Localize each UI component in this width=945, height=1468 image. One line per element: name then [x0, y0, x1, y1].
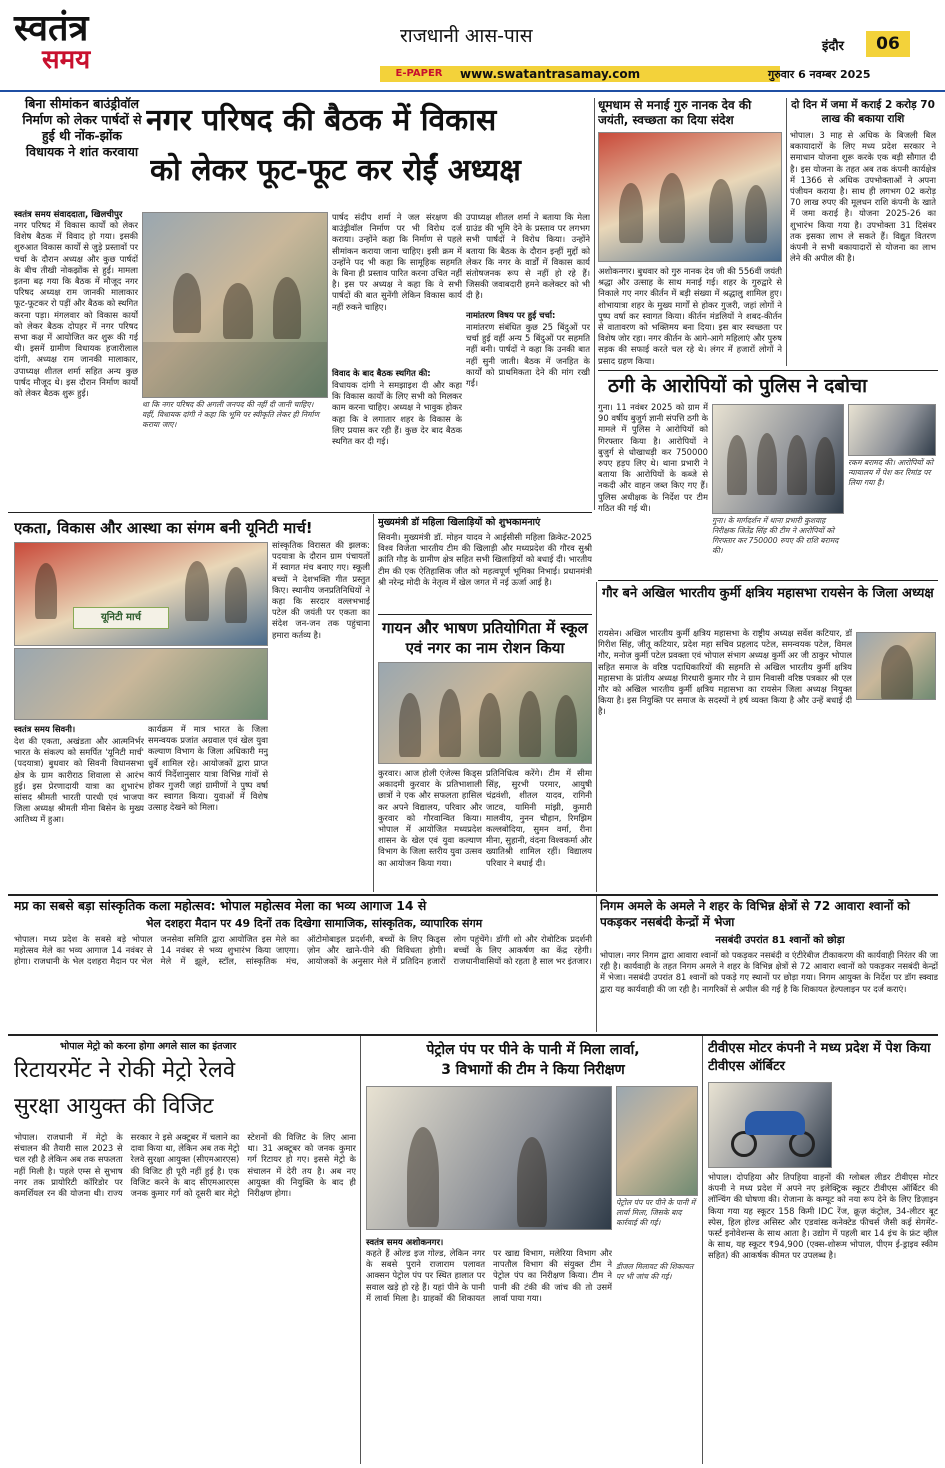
story1-kicker-box — [22, 96, 142, 204]
story6-headline: एकता, विकास और आस्था का संगम बनी यूनिटी मार्च! — [14, 519, 313, 537]
story5-body: रायसेन। अखिल भारतीय कुर्मी क्षत्रिय महासभा के राष्ट्रीय अध्यक्ष सर्वेश कटियार, डॉ गिरीश सिंह, जीतू कटियार, प्रदेश महा सचिव प्रहलाद पटेल, समन्वयक पटेल, विमल गौर, मनोज कुर्मी पटेल प्रवक्ता एवं भोपाल संभाग अध्यक्ष कुर्मी अर जी ठाकुर भोपाल सहित समाज के वरिष्ठ पदाधिकारियों की सहमति से अखिल भारतीय कुर्मी क्षत्रिय महासभा के प्रांतीय अध्यक्ष गिरधारी कुमार गौर ने ग्राम निवासी वरिष्ठ पत्रकार श्री एल गौर को अखिल भारतीय कुर्मी क्षत्रिय महासभा का रायसेन जिला अध्यक्ष नियुक्त किया है। इस नियुक्ति पर समाज के सदस्यों ने हर्ष व्यक्त किया है और उन्हें बधाई दी है। — [598, 628, 852, 717]
story7-body: सिवनी। मुख्यमंत्री डॉ. मोहन यादव ने आईसीसी महिला क्रिकेट-2025 विश्व विजेता भारतीय टीम की खिलाड़ी और मध्यप्रदेश की गौरव सुश्री क्रांति गौड़ के ग्रामीण क्षेत्र सहित सभी खिलाड़ियों को बधाई दी। भारतीय टीम की एक ऐतिहासिक जीत को महत्वपूर्ण भूमिका निभाई। प्रधानमंत्री श्री नरेन्द्र मोदी के नेतृत्व में खेल जगत में नई ऊर्जा आई है। — [378, 532, 592, 587]
story11-body: भोपाल। राजधानी में मेट्रो के संचालन की तैयारी साल 2023 से चल रही है लेकिन अब तक सफलता नहीं मिली है। पहले एम्स से सुभाष नगर तक प्रायोरिटी कॉरिडोर पर कमर्शियल रन की योजना थी। राज्य सरकार ने इसे अक्टूबर में चलाने का दावा किया था, लेकिन अब तक मेट्रो रेलवे सुरक्षा आयुक्त (सीएमआरएस) की विजिट ही पूरी नहीं हुई है। एक विजिट करने के बाद सीएमआरएस जनक कुमार गर्ग को दूसरी बार मेट्रो स्टेशनों की विजिट के लिए आना था। 31 अक्टूबर को जनक कुमार गर्ग रिटायर हो गए। इससे मेट्रो के संचालन में देरी तय है। अब नए आयुक्त की नियुक्ति के बाद ही निरीक्षण होगा। — [14, 1132, 356, 1199]
story1-col1: नगर परिषद में विकास कार्यों को लेकर विशेष बैठक में विवाद हो गया। इसकी शुरुआत विकास कार्यों से जुड़े प्रस्तावों पर चर्चा के दौरान अध्यक्ष और कुछ पार्षदों के बीच तीखी नोकझोंक से हुई। मामला इतना बढ़ गया कि बैठक में मौजूद नगर परिषद अध्यक्ष राम जानकी मालाकार फूट-फूटकर रो पड़ीं और बैठक को स्थगित करना पड़ा। मंगलवार को विकास कार्यों को लेकर बैठक दोपहर में नगर परिषद सभा कक्ष में आयोजित कर शुरू की गई थी। इसमें ग्रामीण विधायक हजारीलाल दांगी, अध्यक्ष राम जानकी मालाकार, उपाध्यक्ष शीतल शर्मा सहित अन्य कुछ पार्षद मौजूद थे। इस दौरान निर्माण कार्यों को लेकर बैठक शुरू हुई। — [14, 220, 138, 399]
rule-story11 — [8, 1034, 938, 1036]
story1-col3b: नामांतरण संबंधित कुछ 25 बिंदुओं पर चर्चा हुई वहीं अन्य 5 बिंदुओं पर सहमति नहीं बनी। पार्षदों ने कहा कि उनकी बात नहीं सुनी जाती। बैठक में जनहित के कार्यों को प्राथमिकता देने की मांग रखी गई। — [466, 322, 590, 389]
story4-caption-2: रकम बरामद की। आरोपियों को न्यायालय में पेश कर रिमांड पर लिया गया है। — [848, 458, 934, 487]
col-rule-7 — [702, 1036, 703, 1464]
rule-story4 — [598, 370, 938, 371]
story10-body: भोपाल। नगर निगम द्वारा आवारा श्वानों को पकड़कर नसबंदी व एंटीरेबीज टीकाकरण की कार्यवाही निरंतर की जा रही है। कार्यवाही के तहत निगम अमले ने शहर के विभिन्न क्षेत्रों से 72 आवारा श्वानों को पकड़कर नसबंदी केन्द्रों में भेजा। नसबंदी उपरांत 81 श्वानों को पकड़े गए स्थानों पर छोड़ा गया। निगम आयुक्त के निर्देश पर डॉग स्क्वाड द्वारा यह कार्यवाही की जा रही है। नागरिकों से अपील की गई है कि शिकायत हेल्पलाइन पर दर्ज कराएं। — [600, 950, 938, 994]
story1-col2-sub: विवाद के बाद बैठक स्थगित की: — [332, 368, 431, 378]
logo-bottom: समय — [42, 45, 91, 75]
story13-body: भोपाल। दोपहिया और तिपहिया वाहनों की ग्लोबल लीडर टीवीएस मोटर कंपनी ने मध्य प्रदेश में अपने नए इलेक्ट्रिक स्कूटर टीवीएस ऑर्बिटर की लॉन्चिंग की घोषणा की। रोजाना के कम्यूट को नया रूप देने के लिए डिज़ाइन किया गया यह स्कूटर 158 किमी IDC रेंज, क्रूज़ कंट्रोल, 34-लीटर बूट स्पेस, हिल होल्ड असिस्ट और एडवांस्ड कनेक्टेड फीचर्स जैसी कई सेगमेंट-फर्स्ट इनोवेशन्स के साथ आता है। उद्योग में पहली बार 14 इंच के फ्रंट व्हील के साथ, यह स्कूटर ₹94,900 (एक्स-शोरूम भोपाल, पीएम ई-ड्राइव स्कीम सहित) की आकर्षक कीमत पर उपलब्ध है। — [708, 1172, 938, 1261]
story12-dateline: स्वतंत्र समय अशोकनगर। — [366, 1238, 444, 1248]
story4-photo-small — [848, 404, 936, 456]
story11-headline-2: सुरक्षा आयुक्त की विजिट — [14, 1094, 214, 1119]
story1-col3: उपाध्यक्ष शीतल शर्मा ने बताया कि मेला ग्राउंड की भूमि देने के प्रस्ताव पर लगभग सभी पार्षदों ने विरोध किया। उन्होंने बताया कि बैठक के दौरान इन्हीं मुद्दों को लेकर कि नगर के वार्डों में विकास कार्य संतोषजनक रूप से नहीं हो रहे हैं। जिसकी जवाबदारी हमने कलेक्टर को भी दी है। — [466, 212, 590, 301]
rule-story6 — [8, 512, 592, 513]
col-rule-2 — [786, 98, 787, 366]
story1-headline-2: को लेकर फूट-फूट कर रोईं अध्यक्ष — [150, 153, 521, 188]
story12-caption-2: डीजल मिलावट की शिकायत पर भी जांच की गई। — [616, 1262, 694, 1281]
story8-body: कुरवार। आज होली एंजेल्स किड्स अकादमी कुरवार के प्रतिभाशाली छात्रों ने एक और सफलता हासिल कर अपने विद्यालय, परिवार और कुरवार को गौरवान्वित किया। भोपाल में आयोजित मध्यप्रदेश शासन के खेल एवं युवा कल्याण विभाग के जिला स्तरीय युवा उत्सव का आयोजन किया गया। — [378, 768, 482, 868]
story6-col1: देश की एकता, अखंडता और आत्मनिर्भर भारत के संकल्प को समर्पित 'यूनिटी मार्च' (पदयात्रा) बुधवार को सिवनी विधानसभा क्षेत्र के ग्राम कारीराठ शिवाला से आरंभ हुई। इस प्रेरणादायी यात्रा का शुभारंभ सांसद श्रीमती भारती पारधी एवं भाजपा जिला अध्यक्ष श्रीमती मीना बिसेन के मुख्य आतिथ्य में हुआ। — [14, 736, 144, 825]
story3-body: भोपाल। 3 माह से अधिक के बिजली बिल बकायादारों के लिए मध्य प्रदेश सरकार ने समाधान योजना शुरू करके एक बड़ी सौगात दी है। इस योजना के तहत अब तक कंपनी कार्यक्षेत्र में 1366 से अधिक उपभोक्ताओं ने अपना पंजीयन कराया है। साथ ही लगभग 02 करोड़ 70 लाख रुपए की मूलधन राशि कंपनी के खाते में जमा कराई है। योजना 2025-26 का शुभारंभ किया गया है। उपभोक्ता 31 दिसंबर तक इसका लाभ ले सकते हैं। विद्युत वितरण कंपनी ने सभी बकायादारों से योजना का लाभ लेने की अपील की है। — [790, 130, 936, 264]
story12-photo-2 — [616, 1086, 698, 1196]
story7-kicker: मुख्यमंत्री डॉ महिला खिलाड़ियों को शुभकामनाएं — [378, 517, 541, 528]
logo-top: स्वतंत्र — [14, 7, 89, 49]
logo — [14, 7, 134, 75]
story4-body: गुना। 11 नवंबर 2025 को ग्राम में 90 वर्षीय बुजुर्ग ज्ञानी संपत्ति ठगी के मामले में पुलिस ने आरोपियों को गिरफ्तार किया है। आरोपियों ने बुजुर्ग से धोखाधड़ी कर 750000 रुपए हड़प लिए थे। थाना प्रभारी ने बताया कि आरोपियों के कब्जे से नकदी और वाहन जब्त किए गए हैं। पुलिस अधीक्षक के निर्देश पर टीम गठित की गई थी। — [598, 402, 708, 513]
story12-photo — [366, 1086, 612, 1230]
story1-headline-1: नगर परिषद की बैठक में विकास — [146, 103, 497, 138]
story4-headline: ठगी के आरोपियों को पुलिस ने दबोचा — [608, 375, 868, 397]
col-rule-3 — [373, 514, 374, 892]
story10-subhead: नसबंदी उपरांत 81 श्वानों को छोड़ा — [715, 935, 845, 946]
story8-photo — [378, 662, 592, 764]
masthead-rule — [0, 90, 945, 92]
story6-col3: सांस्कृतिक विरासत की झलक: पदयात्रा के दौरान ग्राम पंचायतों में स्वागत मंच बनाए गए। स्कूली बच्चों ने देशभक्ति गीत प्रस्तुत किए। स्थानीय जनप्रतिनिधियों ने कहा कि सरदार वल्लभभाई पटेल की जयंती पर एकता का संदेश जन-जन तक पहुंचाना हमारा कर्तव्य है। — [272, 540, 370, 640]
page-number: 06 — [866, 31, 910, 57]
story9-headline: मप्र का सबसे बड़ा सांस्कृतिक कला महोत्सव: भोपाल महोत्सव मेला का भव्य आगाज 14 से — [14, 898, 427, 913]
story13-photo — [708, 1082, 832, 1168]
story1-dateline: स्वतंत्र समय संवाददाता, खिलचीपुर — [14, 210, 123, 220]
story2-photo — [598, 132, 782, 262]
story1-col3-sub: नामांतरण विषय पर हुई चर्चा: — [466, 310, 556, 320]
story2-headline: धूमधाम से मनाई गुरु नानक देव की जयंती, स्वच्छता का दिया संदेश — [598, 98, 752, 127]
story1-col2b: विधायक दांगी ने समझाइश दी और कहा कि विकास कार्यों के लिए सभी को मिलकर काम करना चाहिए। अध्यक्ष ने भावुक होकर कहा कि वे लगातार शहर के विकास के लिए प्रयास कर रही हैं। कुछ देर बाद बैठक स्थगित कर दी गई। — [332, 380, 462, 447]
story6-col2: कार्यक्रम में मात्र भारत के जिला समन्वयक प्रजांत अग्रवाल एवं खेल युवा कल्याण विभाग के जिला अधिकारी मनु धुर्वे शामिल रहे। आयोजकों द्वारा प्राप्त कार्य निर्देशानुसार यात्रा विभिन्न गांवों से होकर गुजरी जहां ग्रामीणों ने पुष्प वर्षा कर स्वागत किया। युवाओं में विशेष उत्साह देखने को मिला। — [148, 724, 268, 813]
story12-caption: पेट्रोल पंप पर पीने के पानी में लार्वा मिला, जिसके बाद कार्रवाई की गई। — [616, 1198, 696, 1227]
col-rule-6 — [360, 1036, 361, 1464]
masthead — [0, 0, 945, 98]
story1-photo-caption: था कि नगर परिषद की अगली जनपद की नहीं दी जानी चाहिए। वहीं, विधायक दांगी ने कहा कि भूमि पर स्वीकृति लेकर ही निर्माण कराया जाए। — [142, 400, 320, 429]
issue-date: गुरुवार 6 नवम्बर 2025 — [768, 68, 871, 81]
website-link[interactable]: www.swatantrasamay.com — [460, 67, 641, 81]
story12-headline-1: पेट्रोल पंप पर पीने के पानी में मिला लार्वा, — [426, 1042, 640, 1058]
epaper-label: E-PAPER — [386, 66, 452, 82]
story5-headline: गौर बने अखिल भारतीय कुर्मी क्षत्रिय महासभा रायसेन के जिला अध्यक्ष — [602, 586, 934, 601]
col-rule-1 — [594, 98, 595, 510]
story1-col2: पार्षद संदीप शर्मा ने जल संरक्षण की बाउंड्रीवॉल निर्माण पर भी विरोध दर्ज कराया। उन्होंने कहा कि निर्माण से पहले सीमांकन कराया जाना चाहिए। इसी क्रम में उन्होंने पद भी कहा कि सामूहिक सहमति के बिना ही प्रस्ताव पारित करना उचित नहीं है। इस पर अध्यक्ष ने कहा कि वे सभी पार्षदों की बात सुनेंगी लेकिन विकास कार्य नहीं रुकने चाहिए। — [332, 212, 462, 312]
story13-headline: टीवीएस मोटर कंपनी ने मध्य प्रदेश में पेश किया टीवीएस ऑर्बिटर — [708, 1041, 931, 1074]
story11-kicker: भोपाल मेट्रो को करना होगा अगले साल का इंतजार — [60, 1041, 237, 1052]
city-label: इंदौर — [822, 39, 844, 54]
story1-photo — [142, 212, 328, 398]
story2-body: अशोकनगर। बुधवार को गुरु नानक देव जी की 556वीं जयंती श्रद्धा और उत्साह के साथ मनाई गई। शहर के गुरुद्वारे से निकाले गए नगर कीर्तन में बड़ी संख्या में श्रद्धालु शामिल हुए। शोभायात्रा शहर के मुख्य मार्गों से होकर गुजरी, जहां लोगों ने पुष्प वर्षा कर स्वागत किया। कीर्तन मंडलियों ने शबद-कीर्तन से वातावरण को भक्तिमय बना दिया। इस बार स्वच्छता पर विशेष जोर रहा। नगर कीर्तन के आगे-आगे महिलाएं और पुरुष सड़क की सफाई करते चल रहे थे। लंगर में हजारों लोगों ने प्रसाद ग्रहण किया। — [598, 266, 782, 366]
col-rule-5 — [596, 896, 597, 1032]
story11-headline-1: रिटायरमेंट ने रोकी मेट्रो रेलवे — [14, 1058, 236, 1083]
rule-story8 — [378, 614, 592, 615]
story12-headline-2: 3 विभागों की टीम ने किया निरीक्षण — [441, 1062, 625, 1078]
section-title: राजधानी आस-पास — [400, 25, 533, 47]
story4-caption: गुना। के मार्गदर्शन में थाना प्रभारी कुशवाह निरीक्षक जितेंद्र सिंह की टीम ने आरोपियों को गिरफ्तार कर 750000 रुपए की राशि बरामद की। — [712, 516, 839, 555]
story9-body: भोपाल। मध्य प्रदेश के सबसे बड़े भोपाल महोत्सव मेले का भव्य आगाज 14 नवंबर से होगा। राजधानी के भेल दशहरा मैदान पर भेल जनसेवा समिति द्वारा आयोजित इस मेले का 14 नवंबर से भव्य शुभारंभ किया जाएगा। मेले में झूले, स्टॉल, सांस्कृतिक मंच, ऑटोमोबाइल प्रदर्शनी, बच्चों के लिए किड्स ज़ोन और खाने-पीने की विविधता होगी। आयोजकों के अनुसार मेले में प्रतिदिन हजारों लोग पहुंचेंगे। डॉगी शो और रोबोटिक प्रदर्शनी बच्चों के लिए आकर्षण का केंद्र रहेगी। राजधानीवासियों को रहता है साल भर इंतजार। — [14, 934, 592, 967]
story10-headline: निगम अमले के अमले ने शहर के विभिन्न क्षेत्रों से 72 आवारा श्वानों को पकड़कर नसबंदी केन्द्रों में भेजा — [600, 899, 910, 929]
rule-story5 — [598, 580, 938, 581]
story13-body-side — [836, 1082, 938, 1168]
story8-body-2: प्रतिनिधित्व करेंगे। टीम में सीमा सिंह, सुरभी परमार, आयुषी चंद्रवंशी, शीतल यादव, रागिनी जाटव, यामिनी मांझी, कुमारी मालवीय, नुनन चौहान, रिमझिम कल्लबोदिया, सुमन वर्मा, रीना मीना, सुहानी, वंदना विश्वकर्मा और ख्यातिश्री शामिल रहीं। विद्यालय परिवार ने बधाई दी। — [486, 768, 592, 868]
story3-headline: दो दिन में जमा में कराई 2 करोड़ 70 लाख की बकाया राशि — [791, 99, 935, 125]
story8-headline: गायन और भाषण प्रतियोगिता में स्कूल एवं नगर का नाम रोशन किया — [382, 619, 588, 657]
story1-kicker: बिना सीमांकन बाउंड्रीवॉल निर्माण को लेकर पार्षदों से हुई थी नोंक-झोंक विधायक ने शांत करवाया — [22, 96, 142, 159]
rule-story9 — [8, 894, 938, 896]
story6-photo — [14, 542, 268, 646]
unity-march-banner: यूनिटी मार्च — [73, 607, 169, 629]
story5-photo — [856, 632, 936, 700]
story6-photo-2 — [14, 648, 268, 720]
col-rule-4 — [596, 582, 597, 892]
story9-subhead: भेल दशहरा मैदान पर 49 दिनों तक दिखेगा सामाजिक, सांस्कृतिक, व्यापारिक संगम — [145, 917, 483, 930]
story4-photo — [712, 404, 844, 514]
story12-body: कहते हैं ओल्ड इज गोल्ड, लेकिन नगर के सबसे पुराने राजाराम पलावत आक्सन पेट्रोल पंप पर स्थित हालात पर सवाल खड़े हो रहे हैं। यहां पीने के पानी में लार्वा मिला है। ग्राहकों की शिकायत पर खाद्य विभाग, मलेरिया विभाग और नापतौल विभाग की संयुक्त टीम ने पेट्रोल पंप का निरीक्षण किया। टीम ने पानी की टंकी की जांच की तो उसमें लार्वा पाया गया। — [366, 1248, 612, 1303]
story6-dateline: स्वतंत्र समय सिवनी। — [14, 724, 76, 734]
